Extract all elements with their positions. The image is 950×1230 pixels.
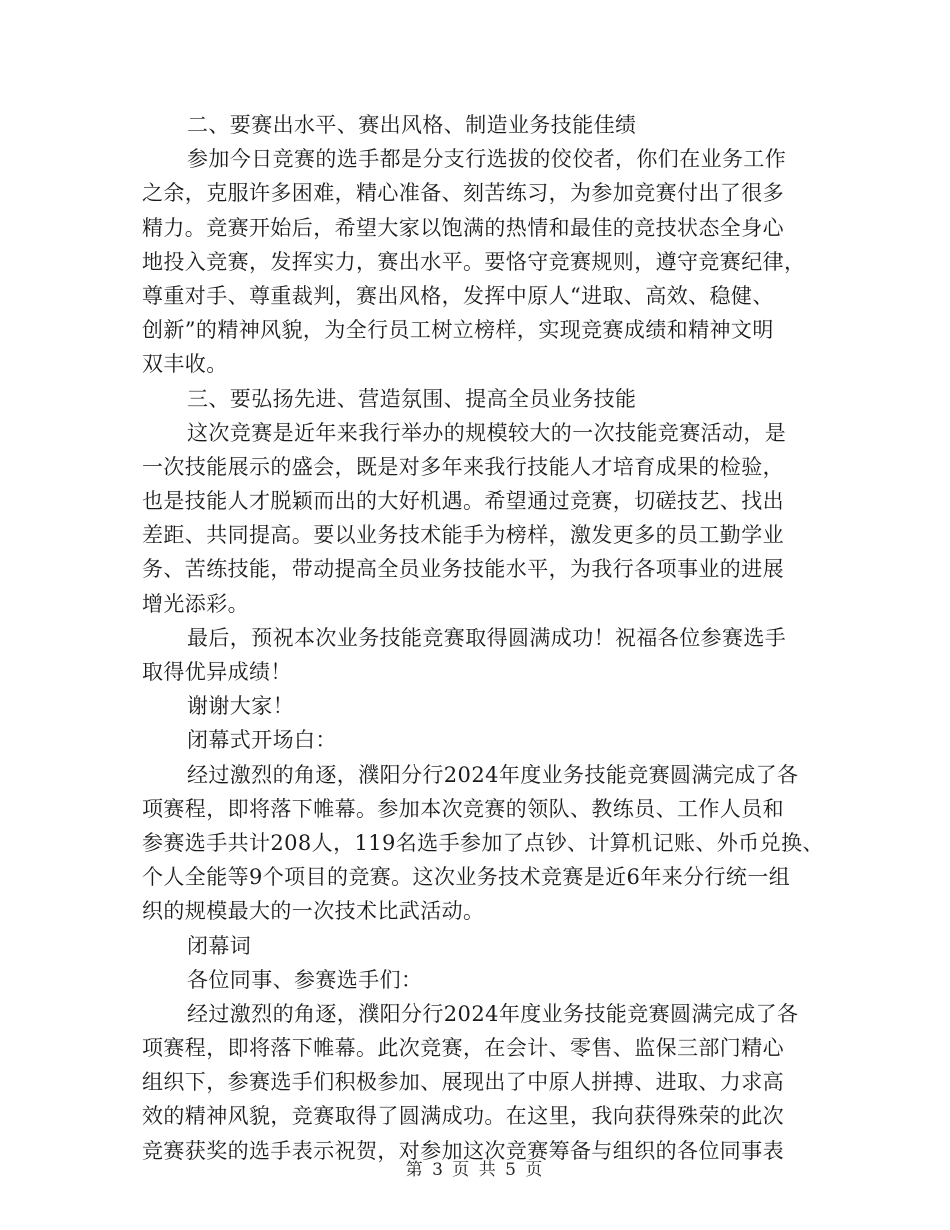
text-line: 增光添彩。 (142, 591, 249, 616)
text-line: 尊重对手、尊重裁判，赛出风格，发挥中原人“进取、高效、稳健、 (142, 283, 774, 308)
text-line: 谢谢大家！ (187, 694, 294, 719)
text-line: 各位同事、参赛选手们： (187, 967, 423, 992)
document-body (142, 108, 822, 1168)
text-line: 双丰收。 (142, 352, 228, 377)
text-line: 最后，预祝本次业务技能竞赛取得圆满成功！祝福各位参赛选手 (187, 625, 787, 650)
page-footer: 第 3 页 共 5 页 (405, 1160, 545, 1180)
text-line: 这次竞赛是近年来我行举办的规模较大的一次技能竞赛活动，是 (187, 420, 787, 445)
text-line: 也是技能人才脱颖而出的大好机遇。希望通过竞赛，切磋技艺、找出 (142, 489, 784, 514)
text-line: 参赛选手共计208人，119名选手参加了点钞、计算机记账、外币兑换、 (142, 830, 824, 855)
text-line: 之余，克服许多困难，精心准备、刻苦练习，为参加竞赛付出了很多 (142, 181, 784, 206)
text-line: 竞赛获奖的选手表示祝贺，对参加这次竞赛筹备与组织的各位同事表 (142, 1138, 784, 1163)
text-line: 务、苦练技能，带动提高全员业务技能水平，为我行各项事业的进展 (142, 557, 784, 582)
text-line: 参加今日竞赛的选手都是分支行选拔的佼佼者，你们在业务工作 (187, 147, 787, 172)
text-line: 闭幕词 (187, 933, 252, 958)
text-line: 地投入竞赛，发挥实力，赛出水平。要恪守竞赛规则，遵守竞赛纪律， (142, 249, 806, 274)
text-line: 效的精神风貌，竞赛取得了圆满成功。在这里，我向获得殊荣的此次 (142, 1104, 784, 1129)
text-line: 一次技能展示的盛会，既是对多年来我行技能人才培育成果的检验， (142, 454, 784, 479)
text-line: 经过激烈的角逐，濮阳分行2024年度业务技能竞赛圆满完成了各 (187, 762, 799, 787)
text-line: 二、要赛出水平、赛出风格、制造业务技能佳绩 (187, 113, 637, 137)
text-line: 创新”的精神风貌，为全行员工树立榜样，实现竞赛成绩和精神文明 (142, 318, 774, 343)
text-line: 经过激烈的角逐，濮阳分行2024年度业务技能竞赛圆满完成了各 (187, 1001, 799, 1026)
text-line: 织的规模最大的一次技术比武活动。 (142, 899, 485, 924)
text-line: 精力。竞赛开始后，希望大家以饱满的热情和最佳的竞技状态全身心 (142, 215, 784, 240)
text-line: 差距、共同提高。要以业务技术能手为榜样，激发更多的员工勤学业 (142, 523, 784, 548)
text-line: 三、要弘扬先进、营造氛围、提高全员业务技能 (187, 386, 637, 411)
text-line: 个人全能等9个项目的竞赛。这次业务技术竞赛是近6年来分行统一组 (142, 865, 791, 890)
text-line: 组织下，参赛选手们积极参加、展现出了中原人拼搏、进取、力求高 (142, 1070, 784, 1095)
text-line: 项赛程，即将落下帷幕。此次竞赛，在会计、零售、监保三部门精心 (142, 1036, 784, 1061)
text-line: 闭幕式开场白： (187, 728, 337, 753)
text-line: 项赛程，即将落下帷幕。参加本次竞赛的领队、教练员、工作人员和 (142, 796, 784, 821)
text-line: 取得优异成绩！ (142, 660, 292, 684)
